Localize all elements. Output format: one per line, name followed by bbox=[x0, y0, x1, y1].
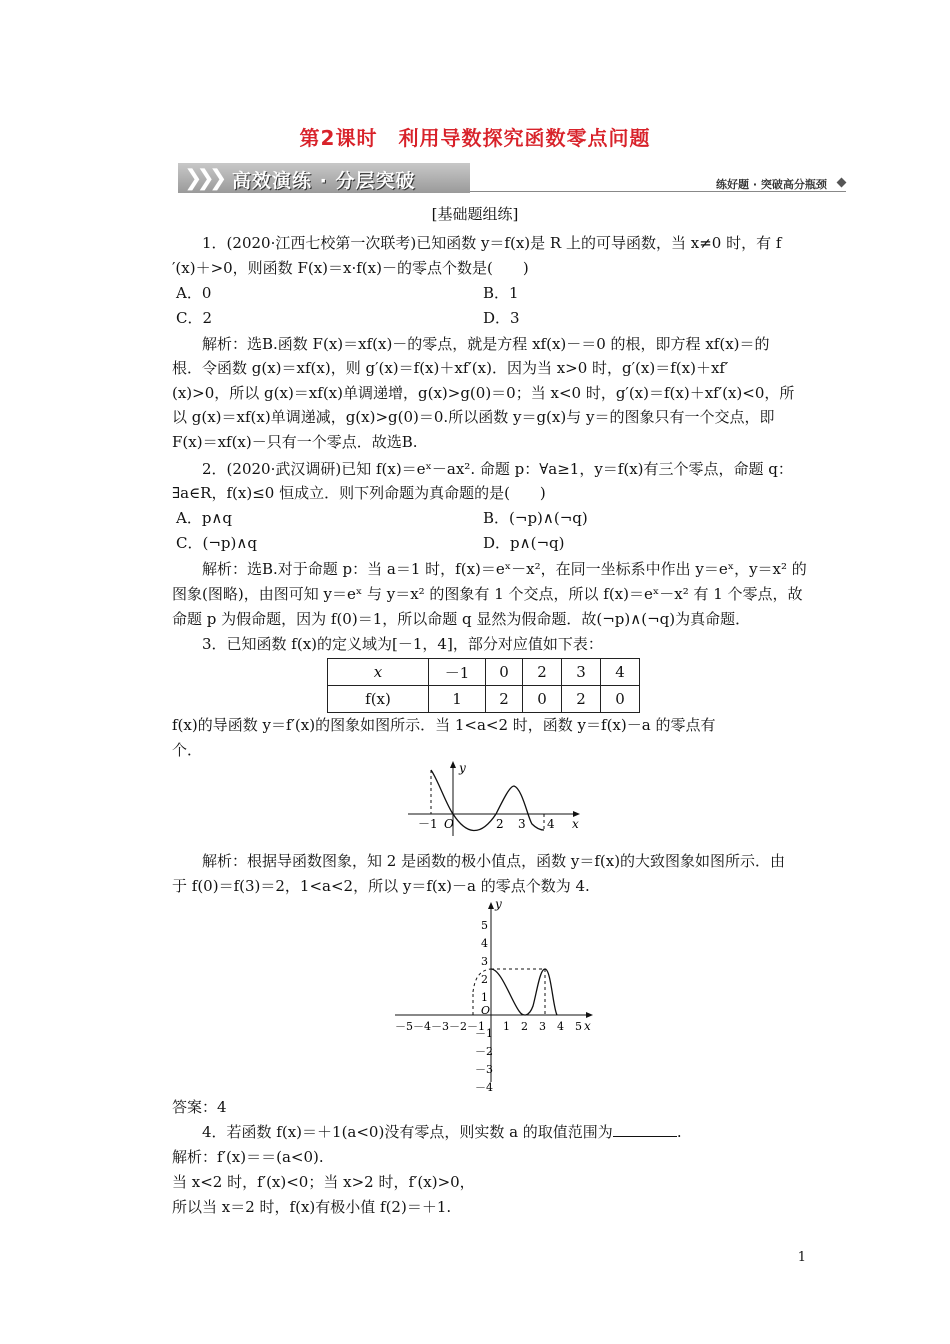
y-axis-arrow-icon bbox=[488, 902, 494, 909]
q3-text-line1: f(x)的导函数 y＝f′(x)的图象如图所示．当 1<a<2 时，函数 y＝f(x)－a 的零点有 bbox=[172, 716, 716, 734]
tick-label: －1 bbox=[418, 817, 438, 831]
y-axis-arrow-icon bbox=[450, 761, 456, 768]
axis-label: y bbox=[459, 761, 466, 775]
q4-stem-text: 4．若函数 f(x)＝＋1(a<0)没有零点，则实数 a 的取值范围为 bbox=[202, 1123, 613, 1141]
table-cell: 2 bbox=[486, 686, 523, 713]
x-tick-label: 2 bbox=[521, 1020, 528, 1033]
q1-solution-line: (x)>0，所以 g(x)＝xf(x)单调递增，g(x)>g(0)＝0；当 x<0 时，g′(x)＝f(x)＋xf′(x)<0，所 bbox=[172, 384, 795, 402]
q1-solution-line: 根．令函数 g(x)＝xf(x)，则 g′(x)＝f(x)＋xf′(x)．因为当 x>0 时，g′(x)＝f(x)＋xf′ bbox=[172, 359, 729, 377]
banner-subtitle: 练好题 · 突破高分瓶颈 bbox=[716, 178, 827, 191]
y-tick-label: －2 bbox=[475, 1045, 493, 1058]
banner-text: 高效演练 · 分层突破 bbox=[232, 170, 416, 192]
q1-option-a: A．0 bbox=[176, 284, 212, 302]
q1-solution-line: F(x)＝xf(x)－只有一个零点．故选B. bbox=[172, 433, 418, 451]
axis-label: x bbox=[572, 817, 579, 831]
x-axis-arrow-icon bbox=[586, 1012, 593, 1018]
table-cell: 2 bbox=[523, 659, 562, 686]
table-cell: 4 bbox=[601, 659, 640, 686]
table-cell: 0 bbox=[601, 686, 640, 713]
tick-label: 3 bbox=[518, 817, 526, 831]
value-table bbox=[327, 658, 640, 713]
q4-solution-line: 解析：f′(x)＝＝(a<0). bbox=[172, 1148, 324, 1166]
table-cell: 2 bbox=[562, 686, 601, 713]
page-title: 第2课时 利用导数探究函数零点问题 bbox=[299, 126, 651, 150]
q2-solution-line: 图象(图略)，由图可知 y＝eˣ 与 y＝x² 的图象有 1 个交点，所以 f(x)＝eˣ－x² 有 1 个零点，故 bbox=[172, 585, 803, 603]
table-cell: 1 bbox=[429, 686, 486, 713]
q2-option-b: B．(¬p)∧(¬q) bbox=[483, 509, 588, 527]
origin-label: O bbox=[444, 817, 454, 831]
x-tick-label: 1 bbox=[503, 1020, 510, 1033]
table-cell: －1 bbox=[429, 659, 486, 686]
q1-solution-line: 解析：选B.函数 F(x)＝xf(x)－的零点，就是方程 xf(x)－＝0 的根，即方程 xf(x)＝的 bbox=[202, 335, 770, 353]
axis-label: x bbox=[584, 1019, 591, 1033]
origin-label: O bbox=[481, 1004, 491, 1017]
table-cell: f(x) bbox=[328, 686, 429, 713]
q2-solution-line: 解析：选B.对于命题 p：当 a＝1 时，f(x)＝eˣ－x²，在同一坐标系中作出 y＝eˣ，y＝x² 的 bbox=[202, 560, 807, 578]
y-tick-label: 1 bbox=[481, 991, 488, 1004]
x-tick-label: －4 bbox=[413, 1020, 431, 1033]
q4-solution-line: 当 x<2 时，f′(x)<0；当 x>2 时，f′(x)>0， bbox=[172, 1173, 475, 1191]
x-tick-label: 4 bbox=[557, 1020, 564, 1033]
q2-option-d: D．p∧(¬q) bbox=[483, 534, 565, 552]
page-number: 1 bbox=[797, 1250, 806, 1265]
axis-label: y bbox=[495, 897, 502, 911]
q3-answer: 答案：4 bbox=[172, 1098, 227, 1116]
derivative-graph bbox=[400, 758, 590, 838]
q2-stem-line2: ∃a∈R，f(x)≤0 恒成立．则下列命题为真命题的是( ) bbox=[172, 484, 546, 502]
q1-option-d: D．3 bbox=[483, 309, 520, 327]
section-heading: [基础题组练] bbox=[431, 205, 519, 223]
chevron-right-icon: ❯❯❯ bbox=[184, 166, 222, 191]
q1-option-c: C．2 bbox=[176, 309, 213, 327]
q3-text-line2: 个． bbox=[172, 741, 203, 759]
diamond-icon bbox=[837, 178, 847, 188]
q1-option-b: B．1 bbox=[483, 284, 519, 302]
y-tick-label: －1 bbox=[475, 1027, 493, 1040]
q4-solution-line: 所以当 x＝2 时，f(x)有极小值 f(2)＝＋1. bbox=[172, 1198, 452, 1216]
x-tick-label: 3 bbox=[539, 1020, 546, 1033]
x-tick-label: －1 bbox=[467, 1020, 485, 1033]
q1-stem-line1: 1．(2020·江西七校第一次联考)已知函数 y＝f(x)是 R 上的可导函数，当 x≠0 时，有 f bbox=[202, 234, 782, 252]
q1-solution-line: 以 g(x)＝xf(x)单调递减，g(x)>g(0)＝0.所以函数 y＝g(x)与 y＝的图象只有一个交点，即 bbox=[172, 408, 775, 426]
q2-solution-line: 命题 p 为假命题，因为 f(0)＝1，所以命题 q 显然为假命题．故(¬p)∧(¬q)为真命题． bbox=[172, 610, 751, 628]
x-tick-label: －3 bbox=[431, 1020, 449, 1033]
q1-stem-line2: ′(x)＋>0，则函数 F(x)＝x·f(x)－的零点个数是( ) bbox=[172, 259, 529, 277]
y-tick-label: 5 bbox=[481, 919, 488, 932]
function-graph bbox=[385, 896, 600, 1091]
q3-solution-line2: 于 f(0)＝f(3)＝2，1<a<2，所以 y＝f(x)－a 的零点个数为 4. bbox=[172, 877, 590, 895]
q2-stem-line1: 2．(2020·武汉调研)已知 f(x)＝eˣ－ax². 命题 p：∀a≥1，y＝f(x)有三个零点，命题 q： bbox=[202, 460, 793, 478]
q4-stem-end: . bbox=[676, 1123, 682, 1141]
x-tick-label: －5 bbox=[395, 1020, 413, 1033]
table-cell: 3 bbox=[562, 659, 601, 686]
x-tick-label: －2 bbox=[449, 1020, 467, 1033]
q3-stem: 3．已知函数 f(x)的定义域为[－1，4]，部分对应值如下表： bbox=[202, 635, 603, 653]
x-tick-label: 5 bbox=[575, 1020, 582, 1033]
tick-label: 4 bbox=[547, 817, 555, 831]
y-tick-label: －4 bbox=[475, 1081, 493, 1091]
y-tick-label: 4 bbox=[481, 937, 488, 950]
function-curve bbox=[491, 969, 557, 1015]
q3-solution-line1: 解析：根据导函数图象，知 2 是函数的极小值点，函数 y＝f(x)的大致图象如图所示．由 bbox=[202, 852, 786, 870]
table-cell: 0 bbox=[486, 659, 523, 686]
q4-stem bbox=[172, 1120, 682, 1144]
answer-blank bbox=[613, 1122, 677, 1137]
tick-label: 2 bbox=[496, 817, 504, 831]
table-cell: x bbox=[328, 659, 429, 686]
y-tick-label: 3 bbox=[481, 955, 488, 968]
table-cell: 0 bbox=[523, 686, 562, 713]
section-banner bbox=[178, 163, 470, 193]
q2-option-c: C．(¬p)∧q bbox=[176, 534, 257, 552]
page-number-wrap bbox=[0, 1250, 950, 1265]
q2-option-a: A．p∧q bbox=[176, 509, 233, 527]
y-tick-label: 2 bbox=[481, 973, 488, 986]
y-tick-label: －3 bbox=[475, 1063, 493, 1076]
